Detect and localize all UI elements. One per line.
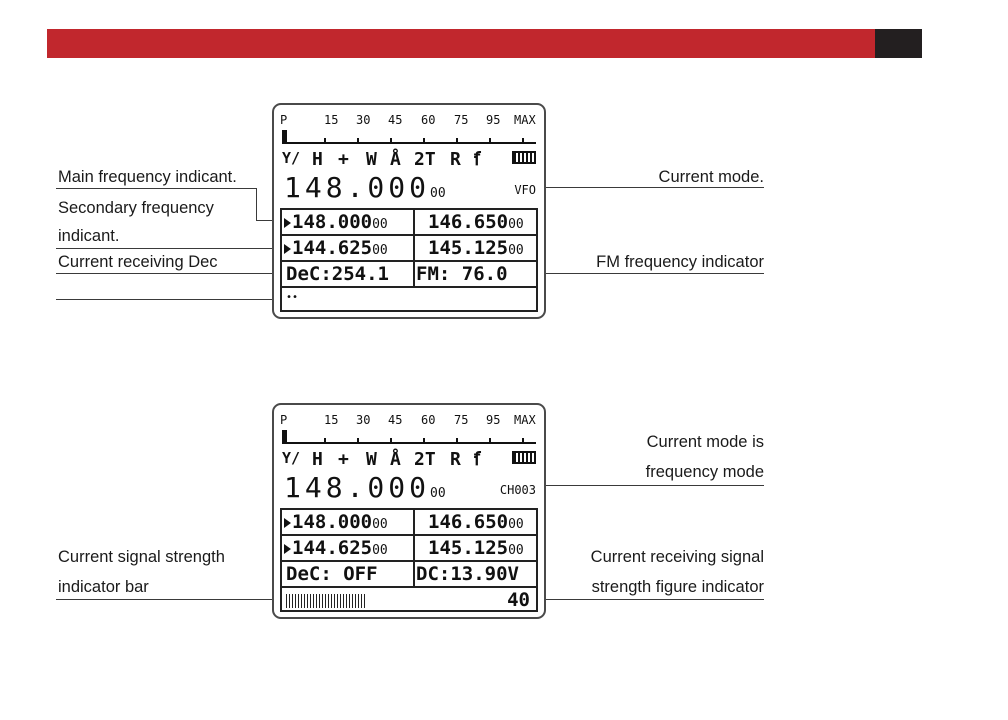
leader-line	[56, 599, 284, 600]
leader-line	[538, 485, 764, 486]
label-secondary-frequency: Secondary frequency	[58, 199, 214, 217]
scale-tick	[390, 138, 392, 143]
leader-line	[538, 599, 764, 600]
signal-scale	[280, 413, 538, 429]
scale-label: MAX	[514, 413, 536, 427]
scale-label: 15	[324, 413, 339, 427]
lock-icon: Å	[390, 449, 401, 470]
signal-ruler	[282, 142, 536, 144]
signal-strength-value: 40	[507, 589, 530, 611]
pointer-icon	[284, 518, 291, 528]
dec-readout: DeC: OFF	[286, 563, 378, 585]
scale-label: MAX	[514, 113, 536, 127]
scale-label: 95	[486, 413, 501, 427]
leader-line	[56, 299, 284, 300]
scale-tick	[456, 138, 458, 143]
scale-label: P	[280, 113, 288, 127]
label-signal-figure-2: strength figure indicator	[591, 578, 764, 596]
freq-slot-1: 148.00000	[284, 210, 388, 234]
scale-tick	[357, 138, 359, 143]
power-high-icon: H	[312, 149, 323, 170]
scale-tick	[423, 138, 425, 143]
label-fm-indicator: FM frequency indicator	[596, 253, 764, 271]
main-frequency: 148.00000	[284, 471, 446, 504]
scale-label: 45	[388, 113, 403, 127]
dec-readout: DeC:254.1	[286, 263, 389, 285]
freq-slot-2: 146.65000	[428, 511, 524, 533]
frequency-grid	[280, 508, 538, 612]
label-main-frequency: Main frequency indicant.	[58, 168, 237, 186]
signal-row	[282, 588, 536, 612]
signal-strength-bar	[286, 594, 366, 608]
leader-line	[538, 273, 764, 274]
key-icon: ẝ	[474, 149, 481, 170]
status-icons	[282, 149, 538, 171]
label-current-mode: Current mode.	[658, 168, 764, 186]
fm-readout: FM: 76.0	[416, 263, 508, 285]
header-bar	[47, 29, 875, 58]
leader-line	[256, 188, 257, 220]
scale-label: 15	[324, 113, 339, 127]
scale-tick	[489, 138, 491, 143]
main-frequency: 148.00000	[284, 171, 446, 204]
scale-label: 75	[454, 113, 469, 127]
leader-line	[56, 248, 284, 249]
scale-tick	[522, 438, 524, 443]
scale-label: 95	[486, 113, 501, 127]
label-frequency-mode: frequency mode	[645, 463, 764, 481]
scale-tick	[456, 438, 458, 443]
freq-slot-4: 145.12500	[428, 537, 524, 559]
lock-icon: Å	[390, 149, 401, 170]
scale-label: 60	[421, 413, 436, 427]
signal-level-block	[282, 130, 287, 142]
signal-ruler	[282, 442, 536, 444]
scale-tick	[324, 138, 326, 143]
label-receiving-dec: Current receiving Dec	[58, 253, 218, 271]
pointer-icon	[284, 218, 291, 228]
scale-tick	[324, 438, 326, 443]
pointer-icon	[284, 544, 291, 554]
scale-tick	[390, 438, 392, 443]
label-signal-figure: Current receiving signal	[590, 548, 764, 566]
freq-slot-4: 145.12500	[428, 237, 524, 259]
frequency-grid	[280, 208, 538, 312]
status-dots: ••	[286, 292, 299, 303]
offset-plus-icon: +	[338, 449, 349, 470]
reverse-icon: R	[450, 449, 461, 470]
key-icon: ẝ	[474, 449, 481, 470]
scale-label: 30	[356, 113, 371, 127]
scale-label: P	[280, 413, 288, 427]
wide-icon: W	[366, 149, 377, 170]
scale-label: 60	[421, 113, 436, 127]
header-bar-accent	[875, 29, 922, 58]
scale-label: 75	[454, 413, 469, 427]
dc-voltage-readout: DC:13.90V	[416, 563, 519, 585]
freq-slot-2: 146.65000	[428, 211, 524, 233]
label-secondary-frequency-2: indicant.	[58, 227, 120, 245]
leader-line	[56, 188, 256, 189]
lcd-display-vfo	[272, 103, 546, 319]
antenna-icon: Y/	[282, 149, 301, 167]
two-tone-icon: 2T	[414, 449, 436, 470]
battery-icon	[512, 151, 536, 164]
scale-tick	[423, 438, 425, 443]
freq-slot-3: 144.62500	[284, 536, 388, 560]
label-signal-bar: Current signal strength	[58, 548, 225, 566]
two-tone-icon: 2T	[414, 149, 436, 170]
offset-plus-icon: +	[338, 149, 349, 170]
freq-slot-1: 148.00000	[284, 510, 388, 534]
leader-line	[56, 273, 284, 274]
label-mode-is: Current mode is	[646, 433, 764, 451]
scale-label: 30	[356, 413, 371, 427]
freq-slot-3: 144.62500	[284, 236, 388, 260]
wide-icon: W	[366, 449, 377, 470]
label-signal-bar-2: indicator bar	[58, 578, 149, 596]
pointer-icon	[284, 244, 291, 254]
scale-label: 45	[388, 413, 403, 427]
scale-tick	[522, 138, 524, 143]
lcd-display-channel	[272, 403, 546, 619]
reverse-icon: R	[450, 149, 461, 170]
mode-indicator: VFO	[514, 183, 536, 197]
signal-scale	[280, 113, 538, 129]
leader-line	[538, 187, 764, 188]
antenna-icon: Y/	[282, 449, 301, 467]
scale-tick	[489, 438, 491, 443]
status-icons	[282, 449, 538, 471]
mode-indicator: CH003	[499, 483, 536, 497]
battery-icon	[512, 451, 536, 464]
scale-tick	[357, 438, 359, 443]
power-high-icon: H	[312, 449, 323, 470]
signal-level-block	[282, 430, 287, 442]
